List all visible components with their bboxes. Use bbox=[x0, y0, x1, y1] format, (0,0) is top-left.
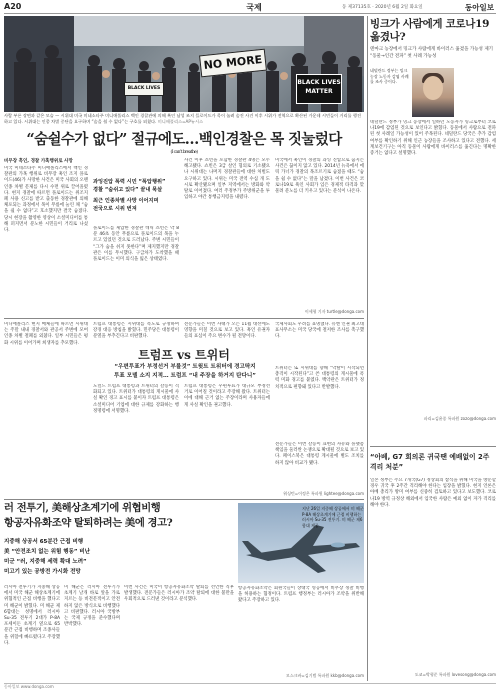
protest-sign-black-lives: BLACK LIVES bbox=[124, 82, 164, 96]
main-headline bbox=[4, 128, 364, 155]
main-article-col-2: 플로이드를 제압한 경찰관 데릭 쇼빈은 약 8분 46초 동안 무릎으로 플로이드의 목을 누르고 있었던 것으로 드러났다. 주변 시민들이 “그가 숨을 쉬지 못한다”며 제지했지만 경찰관은 이를 무시했다. 구급차가 도착했을 때 플로이드는 이미 의식을 잃은 상태였다. bbox=[93, 226, 179, 263]
page-footer: 동아일보 www.donga.com bbox=[4, 683, 496, 690]
jet-deck-1: 지중해 상공서 65분간 근접 비행 bbox=[4, 539, 84, 545]
trump-reporter: 워싱턴=이정은 특파원 lightee@donga.com bbox=[283, 491, 364, 496]
subhead-2: 경찰 “숨쉬고 있다” 끝내 묵살 bbox=[93, 187, 163, 193]
trump-twitter-headline: 트럼프 vs 트위터 bbox=[138, 348, 230, 362]
jet-headline-line-1: 러 전투기, 美해상초계기에 위협비행 bbox=[4, 502, 161, 514]
section-title: 국제 bbox=[246, 3, 262, 12]
protest-sign-black-lives-matter: BLACK LIVES MATTER bbox=[296, 74, 342, 104]
jet-col-4: 항공자유화조약은 회원국들이 상대국 영공에서 비무장 정찰 비행을 허용하는 협정이다. 트럼프 행정부는 러시아가 조약을 위반해 왔다고 주장하고 있다. bbox=[238, 586, 364, 604]
mink-photo-face bbox=[423, 76, 443, 100]
newspaper-brand: 동아일보 bbox=[465, 3, 494, 12]
trump-twitter-deck-2: 투표 모델 소지 지적… 트럼프 “내 주장을 하거지 탄다니” bbox=[113, 373, 256, 379]
mink-headline: 빙크가 사람에게 코로나19 옮겼나? bbox=[370, 18, 490, 43]
jet-col-1: 러시아 전투기가 지중해 상공에서 미국 해군 해상초계기에 위협적인 근접 비행을 했다고 미 해군이 밝혔다. 미 해군 제6함대는 성명에서 러시아 Su-35 전투기 2대가 P-8A 포세이돈 초계기 옆으로 65분간 근접 비행하며 조종사들을 위험에 빠뜨렸다고 주장했다. bbox=[4, 585, 60, 646]
mink-side-caption: 네덜란드 정부는 밍크 농장 노동자 감염 사례를 조사 중이다. bbox=[370, 68, 409, 85]
mink-subtitle-1: 덴마크 농장에서 밍크가 사람에게 바이러스 옮겼을 가능성 제기 bbox=[370, 47, 494, 52]
main-reporter: 이세형 기자 turtle@donga.com bbox=[304, 309, 364, 314]
divider bbox=[370, 446, 496, 447]
main-article-col-1: 미국 미네소타주 미니애폴리스에서 백인 경찰관의 가혹 행위로 비무장 흑인 조지 플로이드(46)가 사망한 사건은 미국 사회의 오랜 인종 차별 문제를 다시 수면 위로 끌어올렸다. 현지 경찰에 따르면 플로이드는 위조지폐 사용 신고를 받고 출동한 경찰관에 의해 체포되는 과정에서 목이 무릎에 눌린 채 “숨을 쉴 수 없다”고 호소했지만 결국 숨졌다. 당시 현장을 촬영한 영상이 소셜미디어를 통해 퍼지면서 분노한 시민들이 거리로 나섰다. bbox=[4, 166, 88, 234]
main-headline-text: “숨쉴수가 없다” 절규에도…백인경찰은 목 짓눌렀다 bbox=[26, 131, 342, 148]
main-article-col-3: 사건 이후 쇼빈을 포함한 경찰관 4명은 모두 해고됐다. 쇼빈은 3급 살인 혐의로 기소됐으나 시위대는 나머지 경찰관들에 대한 처벌도 요구하고 있다. 시위는 미국 전역 수십 개 도시로 확산됐으며 일부 지역에서는 방화와 약탈로 이어졌다. 여러 주정부가 주방위군을 투입하고 야간 통행금지령을 내렸다. bbox=[184, 158, 270, 201]
main-subheads bbox=[93, 178, 179, 213]
jet-deck bbox=[4, 537, 234, 577]
mink-subtitle-2: “동물→인간 전파” 첫 사례 가능성 bbox=[370, 53, 437, 59]
trump-col-1: 도널드 트럼프 대통령과 트위터의 갈등이 격화되고 있다. 트위터가 대통령의 게시물에 사실 확인 경고 표시를 붙이자 트럼프 대통령은 소셜미디어 기업에 대한 규제를 강화하는 행정명령에 서명했다. bbox=[93, 384, 179, 414]
trump-twitter-deck-1: “우편투표가 부정선거 부를것” 트윗트 트위터에 경고딱지 bbox=[114, 364, 256, 370]
subhead-3: 최근 인종차별 사망 이어지며 bbox=[93, 198, 159, 204]
main-lower-col-2: 트럼프 대통령은 시위대를 폭도로 규정하며 강경 대응 방침을 밝혔다. 민주당은 대통령이 분열을 부추긴다고 비판했다. bbox=[93, 322, 179, 340]
main-article-col-4: 미국에서 흑인이 경찰의 과잉 진압으로 숨지는 사건은 끊이지 않고 있다. 2014년 뉴욕에서 에릭 가너가 경찰의 목조르기로 숨졌을 때도 “숨을 쉴 수 없다”는 말을 남겼다. 이번 사건은 코로나19로 흑인 사회가 입은 경제적 타격과 맞물려 분노를 더 키우고 있다는 분석이 나온다. bbox=[275, 158, 364, 195]
subhead-1: 과잉진압 폭력 시민 “폭압행위” bbox=[93, 179, 166, 185]
main-lower-col-3: 전문가들은 이번 사태가 오는 11월 대선에도 영향을 미칠 것으로 보고 있다. 흑인 유권자들의 표심이 주요 변수가 될 전망이다. bbox=[184, 322, 270, 340]
jet-photo-caption: 지난 26일 지중해 상공에서 미 해군 P-8A 해상초계기에 근접 비행하는 러시아 Su-35 전투기. 미 해군 제6함대 제공 bbox=[302, 506, 364, 528]
main-lower-col-1: 미니애폴리스 현지 매체들에 따르면 시위대는 주말 내내 경찰서와 관공서 주변에 모여 인종 차별 철폐를 외쳤다. 일부 시민들은 평화 시위를 이어가며 희생자를 추모했다. bbox=[4, 322, 88, 346]
trump-col-3: 트위터는 또 시위대를 향해 “약탈이 시작되면 총격이 시작된다”고 쓴 대통령의 게시물에 폭력 미화 경고를 붙였다. 백악관은 트위터가 정치적으로 편향돼 있다고 반발했다. bbox=[275, 366, 364, 390]
protest-sign-no-more: NO MORE bbox=[199, 49, 267, 78]
abe-headline: “아베, G7 회의론 귀국땐 예배없이 2주 격리 처분” bbox=[370, 453, 490, 471]
photo-caption-text: 사람 부른 장면과 같은 모습 — 시위대 미국 미네소타주 미니애폴리스 백인 경찰관에 의해 흑인 남성 조지 플로이드가 목이 눌려 숨진 사건 이후 시위가 전역으로 확산된 가운데 시민들이 거리를 행진하고 있다. 시위대는 인종 차별 중단을 요구하며 “숨을 쉴 수 없다”는 구호를 외쳤다. bbox=[4, 113, 361, 124]
subhead-4: 전국으로 시위 번져 bbox=[93, 206, 137, 212]
photo-credit: 미니애폴리스=AP뉴시스 bbox=[157, 118, 204, 124]
main-byline: 비무장 흑인, 경찰 가혹행위로 사망 bbox=[4, 159, 73, 164]
divider bbox=[4, 499, 364, 500]
mink-subtitle bbox=[370, 47, 496, 61]
trump-col-2: 트럼프 대통령은 우편투표가 대규모 부정선거로 이어질 것이라고 주장해 왔다. 트위터는 이에 대해 근거 없는 주장이라며 사용자들에게 사실 확인을 권고했다. bbox=[184, 384, 270, 408]
jet-deck-4: 미고기 있는 공방전 가시화 전망 bbox=[4, 569, 81, 575]
trump-col-4: 전문가들은 이번 갈등이 표현의 자유와 플랫폼 책임을 둘러싼 논쟁으로 확대될 것으로 보고 있다. 페이스북은 대통령 게시물에 별도 조치를 하지 않아 비교가 됐다. bbox=[275, 442, 364, 466]
page-number: A20 bbox=[4, 2, 22, 11]
abe-reporter: 도쿄=박형준 특파원 lovesong@donga.com bbox=[414, 672, 496, 677]
jet-headline-line-2: 항공자유화조약 탈퇴하려는 美에 경고? bbox=[4, 517, 173, 529]
mink-reporter: 파리=김윤종 특파원 zozo@donga.com bbox=[423, 416, 496, 421]
jet-reporter: 모스크바=김기범 특파원 kkb@donga.com bbox=[285, 673, 364, 678]
jet-col-3: 이번 사건은 미국이 항공자유화조약 탈퇴를 선언한 직후 발생했다. 전문가들은 러시아가 조약 탈퇴에 대한 불만을 우회적으로 드러낸 것이라고 분석했다. bbox=[124, 585, 234, 603]
protest-photo bbox=[4, 16, 364, 112]
mink-body: 네덜란드 정부가 밍크 농장에서 일하던 노동자가 밍크로부터 코로나19에 감염된 것으로 보인다고 밝혔다. 동물에서 사람으로 전파된 첫 사례일 가능성이 있어 주목된다. 네덜란드 당국은 추가 감염 여부를 확인하기 위해 인근 농장들을 조사하고 있다고 전했다. 세계보건기구는 아직 동물이 사람에게 바이러스를 옮긴다는 명확한 증거는 없다고 설명했다. bbox=[370, 120, 496, 157]
photo-caption bbox=[4, 113, 364, 124]
page-header bbox=[4, 2, 496, 14]
mink-photo bbox=[412, 68, 454, 117]
jet-headline bbox=[4, 501, 234, 531]
abe-body: 일본 정부는 주요 7개국(G7) 정상회의 참석을 위해 미국을 방문할 경우 귀국 후 2주간 격리해야 한다는 입장을 밝혔다. 현지 언론은 아베 총리가 방미 여부를 신중히 검토하고 있다고 보도했다. 코로나19 방역 규정상 해외에서 입국한 사람은 예외 없이 자가 격리를 해야 한다. bbox=[370, 478, 496, 508]
issue-date: 동 제37135호 · 2020년 6월 2일 화요일 bbox=[342, 5, 423, 10]
main-lower-col-4: 국제사회도 우려를 표명했다. 유엔 인권 최고대표사무소는 미국 당국에 철저한 조사를 촉구했다. bbox=[275, 322, 364, 340]
jet-deck-3: 미군 “러, 지중해 세력 확대 노려” bbox=[4, 559, 87, 565]
jet-deck-2: 美 “안전조치 없는 위험 행동” 비난 bbox=[4, 549, 91, 555]
main-headline-subtitle: (I can’t breathe) bbox=[170, 150, 198, 155]
divider bbox=[4, 318, 364, 319]
jet-col-2: 미 해군은 러시아 전투기가 초계기 날개 바로 앞을 가로지르는 등 비전문적이고 안전하지 않은 방식으로 비행했다고 비판했다. 러시아 국방부는 국제 규정을 준수했다며 반박했다. bbox=[64, 585, 120, 628]
trump-twitter-deck bbox=[100, 363, 270, 381]
sidebar-divider bbox=[367, 16, 368, 681]
